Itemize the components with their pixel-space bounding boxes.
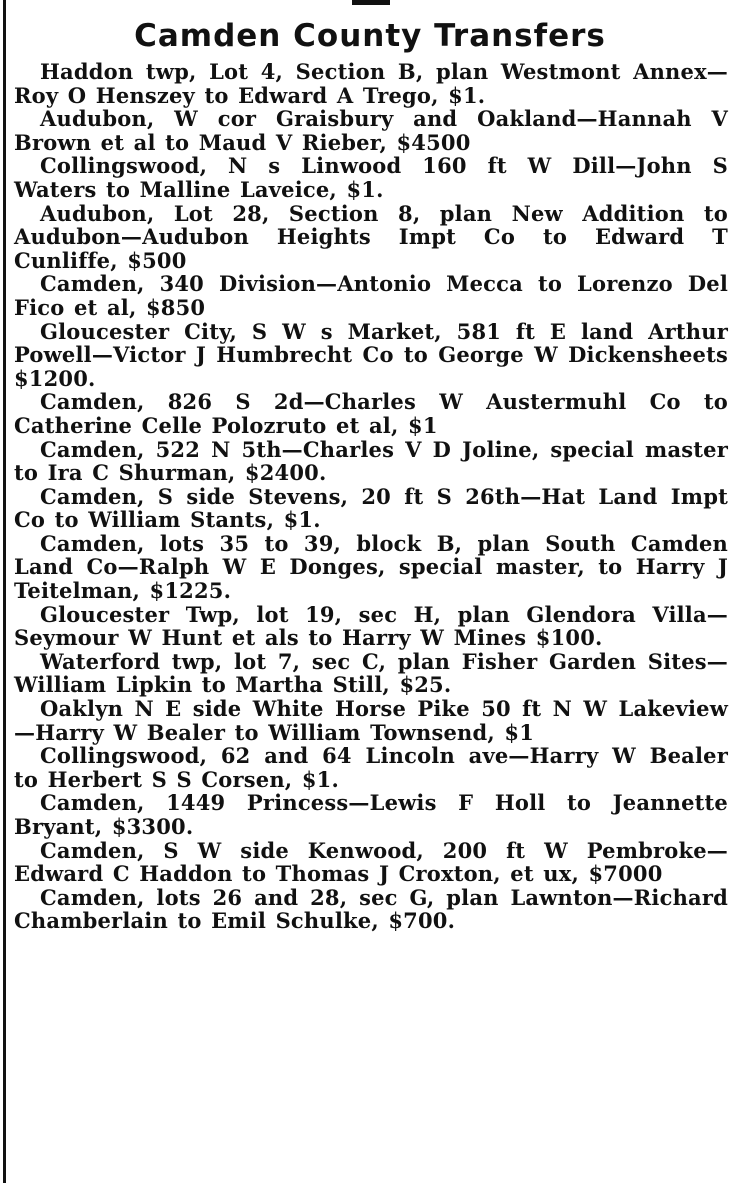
transfer-entry: Oaklyn N E side White Horse Pike 50 ft N W Lakeview—Harry W Bealer to William Townsend, $1 — [14, 696, 728, 745]
transfer-entry: Collingswood, N s Linwood 160 ft W Dill—John S Waters to Malline Laveice, $1. — [14, 153, 728, 202]
transfer-entry: Camden, S side Stevens, 20 ft S 26th—Hat Land Impt Co to William Stants, $1. — [14, 483, 728, 533]
transfer-entry: Gloucester Twp, lot 19, sec H, plan Glendora Villa—Seymour W Hunt et als to Harry W Mines $100. — [14, 601, 728, 651]
transfer-entry: Camden, lots 26 and 28, sec G, plan Lawnton—Richard Chamberlain to Emil Schulke, $700. — [14, 884, 728, 934]
transfer-list — [14, 60, 728, 933]
transfer-entry: Camden, lots 35 to 39, block B, plan South Camden Land Co—Ralph W E Donges, special master, to Harry J Teitelman, $1225. — [14, 530, 728, 604]
transfer-entry: Audubon, Lot 28, Section 8, plan New Addition to Audubon—Audubon Heights Impt Co to Edward T Cunliffe, $500 — [14, 200, 728, 273]
top-rule — [352, 0, 390, 5]
transfer-entry: Camden, S W side Kenwood, 200 ft W Pembroke—Edward C Haddon to Thomas J Croxton, et ux, $7000 — [14, 837, 728, 887]
transfer-entry: Haddon twp, Lot 4, Section B, plan Westmont Annex—Roy O Henszey to Edward A Trego, $1. — [14, 59, 728, 108]
transfer-entry: Camden, 340 Division—Antonio Mecca to Lorenzo Del Fico et al, $850 — [14, 271, 728, 320]
transfer-entry: Collingswood, 62 and 64 Lincoln ave—Harry W Bealer to Herbert S S Corsen, $1. — [14, 743, 728, 792]
transfer-entry: Camden, 522 N 5th—Charles V D Joline, special master to Ira C Shurman, $2400. — [14, 436, 728, 486]
transfer-entry: Waterford twp, lot 7, sec C, plan Fisher Garden Sites—William Lipkin to Martha Still, $25. — [14, 648, 728, 698]
column-rule — [3, 0, 6, 1183]
transfer-entry: Audubon, W cor Graisbury and Oakland—Hannah V Brown et al to Maud V Rieber, $4500 — [14, 106, 728, 155]
transfer-entry: Camden, 826 S 2d—Charles W Austermuhl Co to Catherine Celle Polozruto et al, $1 — [14, 389, 728, 438]
transfer-entry: Camden, 1449 Princess—Lewis F Holl to Jeannette Bryant, $3300. — [14, 790, 728, 839]
headline: Camden County Transfers — [134, 18, 606, 54]
transfer-entry: Gloucester City, S W s Market, 581 ft E land Arthur Powell—Victor J Humbrecht Co to George W Dickensheets $1200. — [14, 318, 728, 391]
